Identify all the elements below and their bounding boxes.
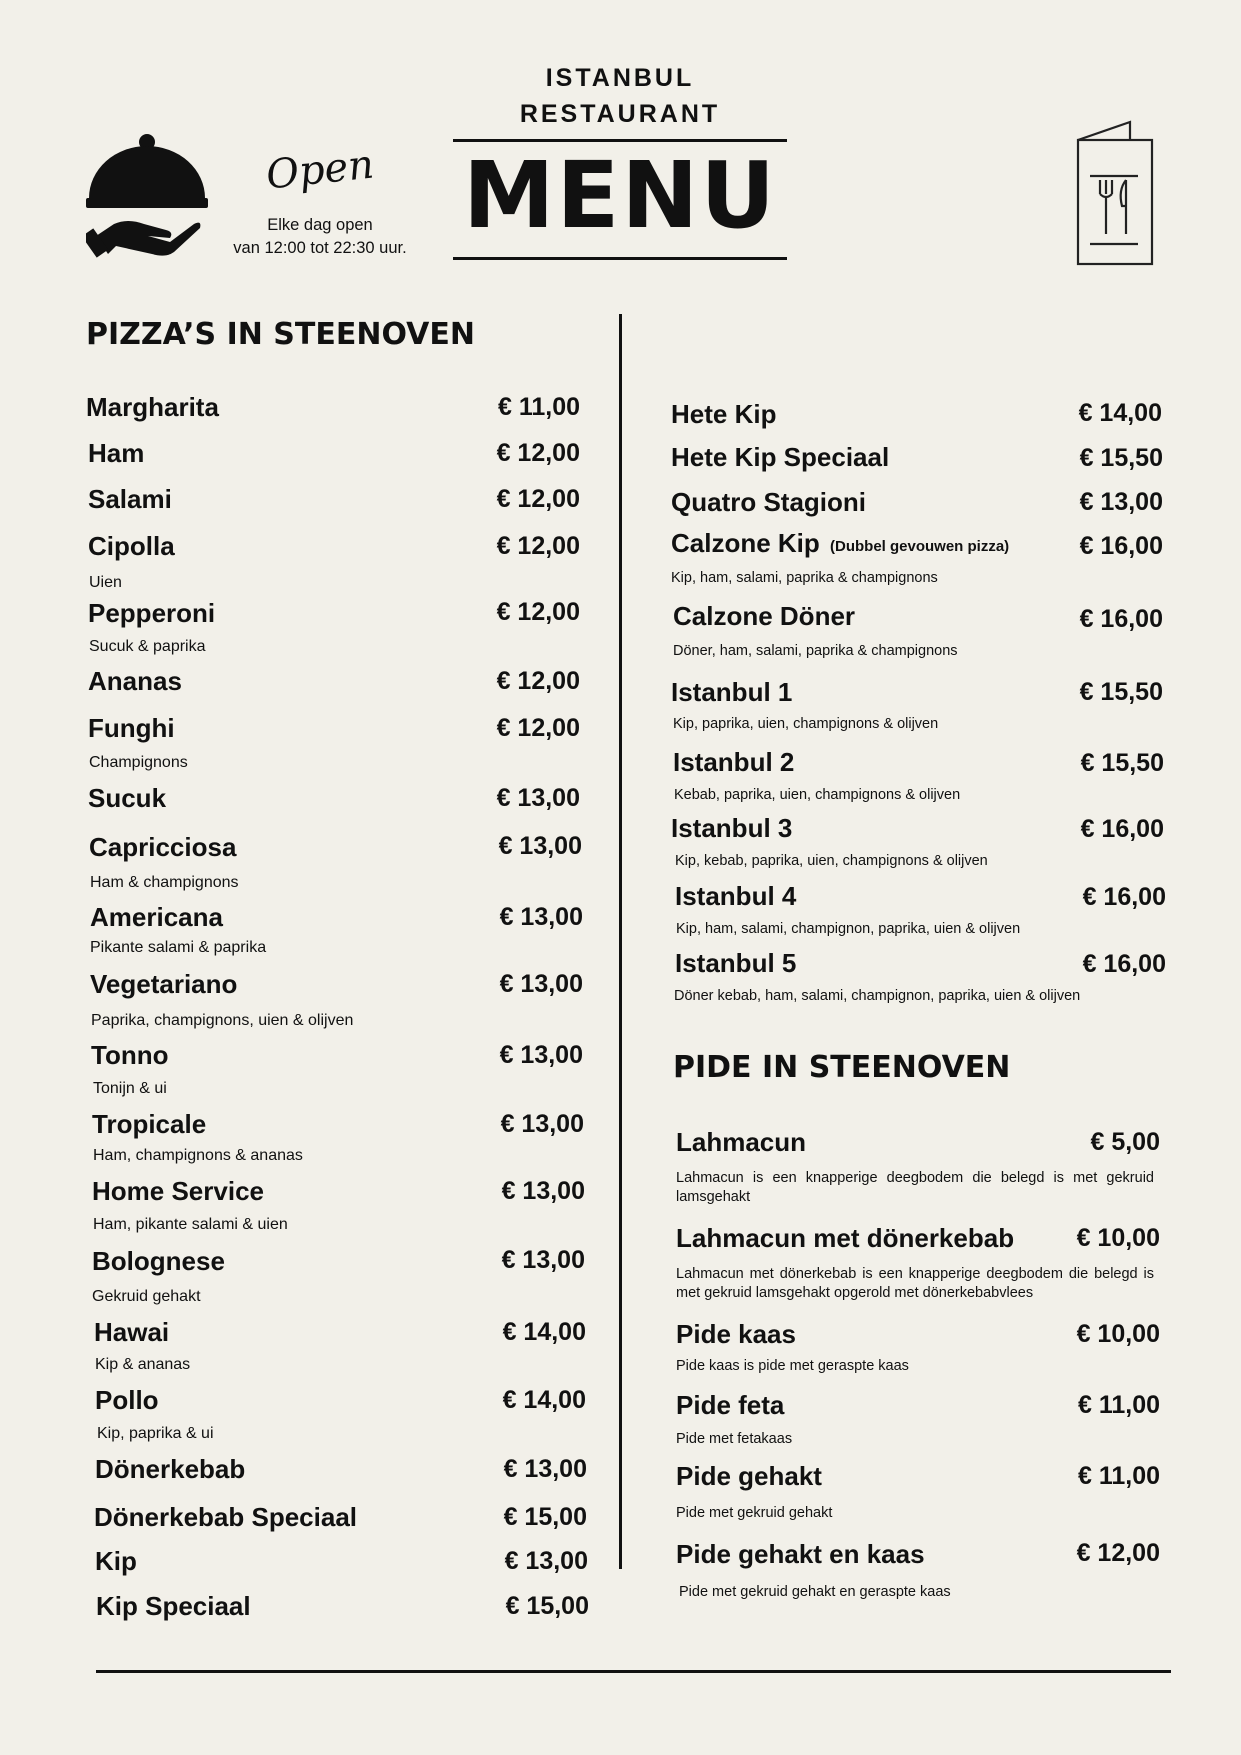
menu-item-name: Tonno	[91, 1040, 169, 1070]
menu-item-desc: Kip, ham, salami, paprika & champignons	[671, 570, 938, 586]
menu-item-name: Pide kaas	[676, 1319, 796, 1349]
menu-item-name: Margharita	[86, 392, 219, 422]
menu-item-price: € 12,00	[496, 714, 580, 742]
menu-item-name: Istanbul 3	[671, 813, 793, 843]
menu-item-name: Ananas	[88, 666, 182, 696]
menu-item-price: € 12,00	[1076, 1539, 1160, 1567]
footer-rule	[96, 1670, 1171, 1673]
menu-item-price: € 16,00	[1079, 605, 1163, 633]
menu-item-name: Hawai	[94, 1317, 170, 1347]
hours-line-2: van 12:00 tot 22:30 uur.	[233, 239, 407, 257]
menu-item-price: € 15,00	[505, 1592, 589, 1620]
menu-item-desc: Döner kebab, ham, salami, champignon, paprika, uien & olijven	[674, 988, 1081, 1004]
menu-cutlery-icon	[1074, 120, 1156, 273]
menu-item-desc: Kip, paprika & ui	[97, 1425, 214, 1442]
menu-item-name: Dönerkebab	[95, 1454, 246, 1484]
menu-item-desc: Pide met gekruid gehakt en geraspte kaas	[679, 1584, 951, 1600]
menu-item-desc: Paprika, champignons, uien & olijven	[91, 1012, 354, 1029]
menu-item-desc: Kip, kebab, paprika, uien, champignons & olijven	[675, 853, 988, 869]
menu-item-desc: Ham, pikante salami & uien	[93, 1216, 288, 1233]
menu-item-name: Salami	[88, 484, 172, 514]
brand-line-1: ISTANBUL	[545, 64, 695, 92]
menu-item-name: Istanbul 5	[675, 948, 797, 978]
menu-item-name: Quatro Stagioni	[671, 487, 866, 517]
menu-item-name: Kip Speciaal	[96, 1591, 251, 1621]
menu-item-price: € 16,00	[1079, 532, 1163, 560]
menu-item-desc: Uien	[89, 574, 122, 591]
menu-item-desc: Döner, ham, salami, paprika & champignons	[673, 643, 958, 659]
open-label: Open	[263, 141, 377, 199]
menu-item-price: € 13,00	[498, 832, 582, 860]
column-divider	[619, 314, 622, 1569]
menu-item-desc: Lahmacun is een knapperige deegbodem die belegd is met gekruid lamsgehakt	[676, 1170, 1154, 1205]
menu-item-desc: Lahmacun met dönerkebab is een knapperige deegbodem die belegd is met gekruid lamsgehakt opgerold met dönerkebabvlees	[676, 1266, 1154, 1301]
menu-item-price: € 10,00	[1076, 1224, 1160, 1252]
menu-item-price: € 16,00	[1082, 950, 1166, 978]
menu-item-name: Ham	[88, 438, 145, 468]
menu-item-desc: Pikante salami & paprika	[90, 939, 267, 956]
menu-item-desc: Pide kaas is pide met geraspte kaas	[676, 1358, 909, 1374]
menu-item-price: € 15,50	[1079, 678, 1163, 706]
hours-line-1: Elke dag open	[267, 216, 373, 234]
menu-item-price: € 13,00	[500, 1110, 584, 1138]
menu-item-price: € 12,00	[496, 667, 580, 695]
menu-item-price: € 5,00	[1090, 1128, 1160, 1156]
menu-item-name: Istanbul 2	[673, 747, 795, 777]
menu-item-note: (Dubbel gevouwen pizza)	[830, 538, 1010, 555]
menu-item-name: Lahmacun	[676, 1127, 807, 1157]
section-title-pide: PIDE IN STEENOVEN	[673, 1050, 1011, 1085]
menu-item-price: € 13,00	[504, 1547, 588, 1575]
menu-item-name: Home Service	[92, 1176, 264, 1206]
menu-item-name: Pepperoni	[88, 598, 216, 628]
menu-item-desc: Champignons	[89, 754, 188, 771]
menu-item-desc: Pide met gekruid gehakt	[676, 1505, 833, 1521]
menu-item-price: € 14,00	[1078, 399, 1162, 427]
menu-item-price: € 12,00	[496, 532, 580, 560]
menu-item-name: Pide gehakt	[676, 1461, 822, 1491]
menu-item-price: € 10,00	[1076, 1320, 1160, 1348]
menu-item-name: Istanbul 1	[671, 677, 793, 707]
menu-item-price: € 13,00	[1079, 488, 1163, 516]
menu-item-price: € 12,00	[496, 598, 580, 626]
menu-item-name: Americana	[90, 902, 223, 932]
menu-item-price: € 13,00	[501, 1246, 585, 1274]
menu-item-name: Vegetariano	[90, 969, 238, 999]
menu-item-price: € 11,00	[497, 393, 580, 421]
section-title-pizza: PIZZA’S IN STEENOVEN	[86, 317, 475, 352]
menu-item-name: Sucuk	[88, 783, 167, 813]
title-rule-bottom	[453, 257, 787, 260]
menu-item-name: Pide feta	[676, 1390, 785, 1420]
menu-item-price: € 14,00	[502, 1318, 586, 1346]
menu-item-desc: Ham, champignons & ananas	[93, 1147, 303, 1164]
menu-item-name: Kip	[95, 1546, 137, 1576]
menu-item-price: € 13,00	[503, 1455, 587, 1483]
menu-item-name: Funghi	[88, 713, 175, 743]
menu-item-name: Calzone Kip	[671, 528, 820, 558]
menu-item-name: Pollo	[95, 1385, 159, 1415]
menu-item-price: € 11,00	[1077, 1391, 1160, 1419]
menu-item-price: € 12,00	[496, 439, 580, 467]
menu-item-price: € 16,00	[1082, 883, 1166, 911]
menu-item-name: Istanbul 4	[675, 881, 797, 911]
menu-item-name: Lahmacun met dönerkebab	[676, 1223, 1015, 1253]
page-title: MENU	[462, 142, 778, 249]
cloche-hand-icon	[86, 132, 210, 263]
menu-item-price: € 14,00	[502, 1386, 586, 1414]
menu-item-price: € 13,00	[499, 970, 583, 998]
menu-item-desc: Tonijn & ui	[93, 1080, 167, 1097]
menu-item-name: Hete Kip Speciaal	[671, 442, 890, 472]
menu-item-price: € 15,00	[503, 1503, 587, 1531]
menu-item-price: € 13,00	[496, 784, 580, 812]
menu-item-name: Capricciosa	[89, 832, 237, 862]
menu-item-name: Pide gehakt en kaas	[676, 1539, 925, 1569]
menu-item-name: Calzone Döner	[673, 601, 856, 631]
menu-item-desc: Ham & champignons	[90, 874, 239, 891]
menu-item-desc: Kebab, paprika, uien, champignons & olijven	[674, 787, 961, 803]
menu-item-desc: Sucuk & paprika	[89, 638, 206, 655]
menu-item-name: Dönerkebab Speciaal	[94, 1502, 357, 1532]
menu-item-price: € 15,50	[1080, 749, 1164, 777]
menu-item-desc: Pide met fetakaas	[676, 1431, 793, 1447]
brand-line-2: RESTAURANT	[519, 100, 721, 128]
menu-item-price: € 12,00	[496, 485, 580, 513]
menu-item-desc: Kip & ananas	[95, 1356, 191, 1373]
menu-item-price: € 16,00	[1080, 815, 1164, 843]
menu-item-desc: Kip, paprika, uien, champignons & olijven	[673, 716, 939, 732]
opening-hours	[210, 214, 430, 260]
menu-item-price: € 11,00	[1077, 1462, 1160, 1490]
menu-item-name: Hete Kip	[671, 399, 777, 429]
menu-item-name: Cipolla	[88, 531, 175, 561]
menu-item-name: Tropicale	[92, 1109, 207, 1139]
menu-item-desc: Gekruid gehakt	[92, 1288, 201, 1305]
menu-item-price: € 13,00	[499, 1041, 583, 1069]
menu-item-price: € 13,00	[501, 1177, 585, 1205]
restaurant-name	[453, 60, 787, 132]
menu-item-price: € 15,50	[1079, 444, 1163, 472]
menu-item-desc: Kip, ham, salami, champignon, paprika, uien & olijven	[676, 921, 1021, 937]
menu-item-name: Bolognese	[92, 1246, 225, 1276]
menu-item-price: € 13,00	[499, 903, 583, 931]
